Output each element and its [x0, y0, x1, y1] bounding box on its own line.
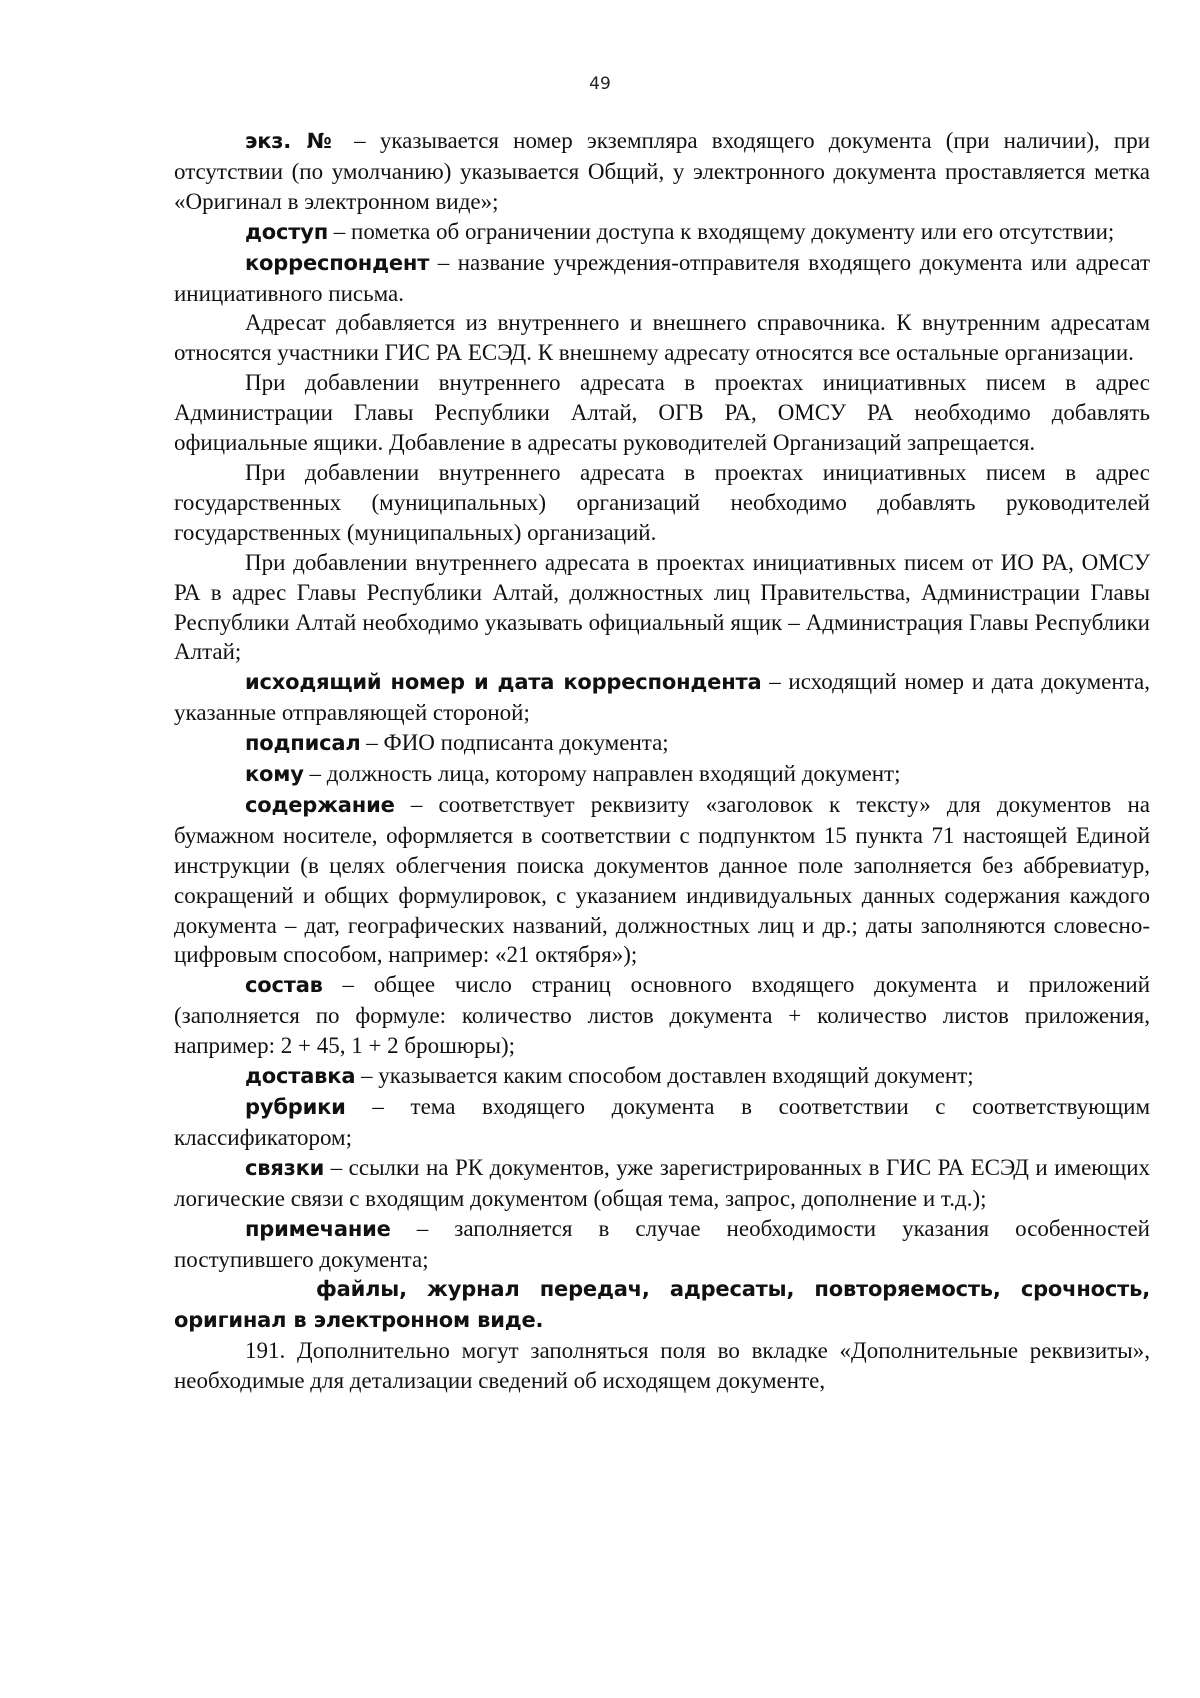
paragraph-dostavka	[174, 1061, 1150, 1092]
term-dostavka: доставка	[245, 1064, 356, 1089]
term-dostup: доступ	[245, 219, 329, 244]
definition-podpisal: – ФИО подписанта документа;	[360, 730, 669, 756]
document-body	[174, 126, 1150, 1396]
paragraph-adresat-organizatsii	[174, 458, 1150, 548]
paragraph-adresat-glava	[174, 548, 1150, 668]
term-podpisal: подписал	[245, 731, 361, 756]
definition-komu: – должность лица, которому направлен входящий документ;	[303, 761, 901, 787]
paragraph-adresat-ofitsialnye-yashchiki	[174, 368, 1150, 458]
paragraph-korrespondent	[174, 248, 1150, 309]
paragraph-text: При добавлении внутреннего адресата в проектах инициативных писем от ИО РА, ОМСУ РА в адрес Главы Республики Алтай, должностных лиц Правительства, Администрации Главы Республики Алтай необходимо указывать официальный ящик – Администрация Главы Республики Алтай;	[174, 549, 1150, 665]
term-primechanie: примечание	[245, 1216, 391, 1241]
paragraph-text: Адресат добавляется из внутреннего и внешнего справочника. К внутренним адресатам относятся участники ГИС РА ЕСЭД. К внешнему адресату относятся все остальные организации.	[174, 310, 1150, 366]
definition-primechanie: – заполняется в случае необходимости указания особенностей поступившего документа;	[174, 1215, 1150, 1272]
definition-korrespondent: – название учреждения-отправителя входящего документа или адресат инициативного письма.	[174, 249, 1150, 306]
page-number: 49	[589, 74, 611, 94]
paragraph-sostav	[174, 970, 1150, 1061]
term-korrespondent: корреспондент	[245, 250, 430, 275]
definition-rubriki: – тема входящего документа в соответствии с соответствующим классификатором;	[174, 1094, 1150, 1150]
paragraph-dostup	[174, 217, 1150, 248]
definition-dostup: – пометка об ограничении доступа к входящему документу или его отсутствии;	[328, 218, 1115, 244]
term-soderzhanie: содержание	[245, 792, 395, 817]
paragraph-podpisal	[174, 728, 1150, 759]
term-sostav: состав	[245, 973, 323, 998]
term-komu: кому	[245, 762, 304, 787]
term-fayly-zhurnal: файлы, журнал передач, адресаты, повторяемость, срочность, оригинал в электронном виде.	[174, 1277, 1150, 1333]
term-iskhodyashchiy-nomer: исходящий номер и дата корреспондента	[245, 670, 762, 695]
paragraph-svyazki	[174, 1153, 1150, 1214]
paragraph-fayly-zhurnal	[174, 1274, 1150, 1336]
term-rubriki: рубрики	[245, 1095, 346, 1119]
definition-iskhodyashchiy-nomer: – исходящий номер и дата документа, указанные отправляющей стороной;	[174, 669, 1150, 726]
paragraph-rubriki	[174, 1092, 1150, 1153]
paragraph-text: При добавлении внутреннего адресата в проектах инициативных писем в адрес Администрации Главы Республики Алтай, ОГВ РА, ОМСУ РА необходимо добавлять официальные ящики. Добавление в адресаты руководителей Организаций запрещается.	[174, 370, 1150, 456]
term-ekz-nomer: экз. №	[245, 129, 341, 153]
definition-dostavka: – указывается каким способом доставлен входящий документ;	[355, 1063, 974, 1089]
paragraph-text: При добавлении внутреннего адресата в проектах инициативных писем в адрес государственных (муниципальных) организаций необходимо добавлять руководителей государственных (муниципальных) организаций.	[174, 459, 1150, 545]
definition-soderzhanie: – соответствует реквизиту «заголовок к тексту» для документов на бумажном носителе, оформляется в соответствии с подпунктом 15 пункта 71 настоящей Единой инструкции (в целях облегчения поиска документов данное поле заполняется без аббревиатур, сокращений и общих формулировок, с указанием индивидуальных данных содержания каждого документа – дат, географических названий, должностных лиц и др.; даты заполняются словесно-цифровым способом, например: «21 октября»);	[174, 791, 1150, 968]
paragraph-soderzhanie	[174, 790, 1150, 970]
paragraph-191	[174, 1336, 1150, 1396]
definition-svyazki: – ссылки на РК документов, уже зарегистрированных в ГИС РА ЕСЭД и имеющих логические связи с входящим документом (общая тема, запрос, дополнение и т.д.);	[174, 1154, 1150, 1211]
paragraph-iskhodyashchiy-nomer	[174, 667, 1150, 728]
term-svyazki: связки	[245, 1155, 325, 1180]
definition-sostav: – общее число страниц основного входящего документа и приложений (заполняется по формуле: количество листов документа + количество листов приложения, например: 2 + 45, 1 + 2 брошюры);	[174, 972, 1150, 1059]
paragraph-adresat-spravochnik	[174, 308, 1150, 368]
paragraph-komu	[174, 759, 1150, 790]
definition-ekz-nomer: – указывается номер экземпляра входящего документа (при наличии), при отсутствии (по умолчанию) указывается Общий, у электронного документа проставляется метка «Оригинал в электронном виде»;	[174, 128, 1150, 214]
paragraph-text: 191. Дополнительно могут заполняться поля во вкладке «Дополнительные реквизиты», необходимые для детализации сведений об исходящем документе,	[174, 1338, 1150, 1394]
paragraph-ekz-nomer	[174, 126, 1150, 217]
paragraph-primechanie	[174, 1214, 1150, 1275]
